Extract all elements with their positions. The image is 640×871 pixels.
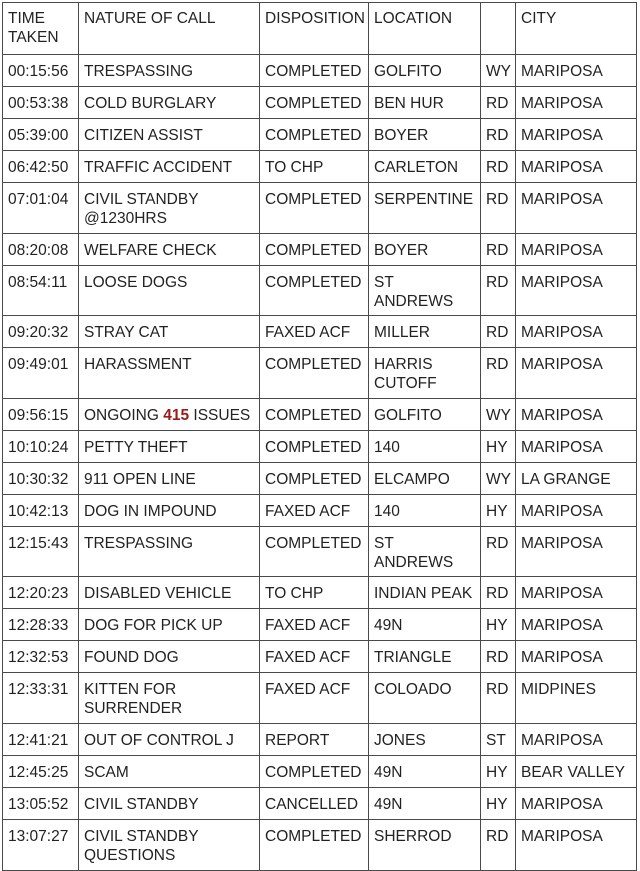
nature-cell: SCAM	[79, 756, 260, 788]
nature-cell: COLD BURGLARY	[79, 87, 260, 119]
call-log-body	[3, 55, 637, 871]
disposition-cell: COMPLETED	[260, 119, 369, 151]
nature-cell: DISABLED VEHICLE	[79, 577, 260, 609]
city-cell: MARIPOSA	[516, 55, 637, 87]
time-cell: 05:39:00	[3, 119, 79, 151]
location-cell: 140	[369, 431, 481, 463]
table-row	[3, 673, 637, 724]
table-row	[3, 151, 637, 183]
location-cell: CARLETON	[369, 151, 481, 183]
table-row	[3, 463, 637, 495]
nature-cell: TRAFFIC ACCIDENT	[79, 151, 260, 183]
suffix-cell: RD	[481, 348, 516, 399]
nature-cell: CIVIL STANDBY @1230HRS	[79, 183, 260, 234]
location-cell: TRIANGLE	[369, 641, 481, 673]
nature-cell: DOG FOR PICK UP	[79, 609, 260, 641]
disposition-cell: FAXED ACF	[260, 673, 369, 724]
table-row	[3, 55, 637, 87]
location-cell: SHERROD	[369, 820, 481, 871]
location-cell: SERPENTINE	[369, 183, 481, 234]
header-row	[3, 3, 637, 55]
city-cell: MARIPOSA	[516, 348, 637, 399]
city-cell: MARIPOSA	[516, 609, 637, 641]
nature-cell: CIVIL STANDBY	[79, 788, 260, 820]
disposition-cell: COMPLETED	[260, 399, 369, 431]
time-cell: 12:15:43	[3, 527, 79, 577]
time-cell: 10:10:24	[3, 431, 79, 463]
table-row	[3, 495, 637, 527]
nature-cell: TRESPASSING	[79, 527, 260, 577]
location-cell: ELCAMPO	[369, 463, 481, 495]
time-cell: 12:41:21	[3, 724, 79, 756]
table-row	[3, 820, 637, 871]
time-cell: 06:42:50	[3, 151, 79, 183]
disposition-cell: COMPLETED	[260, 348, 369, 399]
suffix-cell: RD	[481, 183, 516, 234]
nature-cell: LOOSE DOGS	[79, 266, 260, 316]
city-cell: MARIPOSA	[516, 577, 637, 609]
city-cell: MARIPOSA	[516, 641, 637, 673]
disposition-cell: CANCELLED	[260, 788, 369, 820]
disposition-cell: COMPLETED	[260, 463, 369, 495]
nature-cell: CITIZEN ASSIST	[79, 119, 260, 151]
suffix-cell: RD	[481, 577, 516, 609]
suffix-cell: RD	[481, 234, 516, 266]
location-cell: BOYER	[369, 119, 481, 151]
nature-text: ISSUES	[189, 407, 251, 424]
suffix-cell: HY	[481, 431, 516, 463]
location-cell: HARRIS CUTOFF	[369, 348, 481, 399]
time-cell: 12:28:33	[3, 609, 79, 641]
table-row	[3, 399, 637, 431]
nature-cell: STRAY CAT	[79, 316, 260, 348]
disposition-cell: COMPLETED	[260, 87, 369, 119]
location-cell: 49N	[369, 788, 481, 820]
time-cell: 09:56:15	[3, 399, 79, 431]
location-cell: BEN HUR	[369, 87, 481, 119]
city-cell: MARIPOSA	[516, 495, 637, 527]
location-cell: 49N	[369, 609, 481, 641]
header-disposition: DISPOSITION	[260, 3, 369, 55]
nature-cell: PETTY THEFT	[79, 431, 260, 463]
table-row	[3, 724, 637, 756]
table-row	[3, 431, 637, 463]
time-cell: 13:07:27	[3, 820, 79, 871]
location-cell: 49N	[369, 756, 481, 788]
nature-cell: DOG IN IMPOUND	[79, 495, 260, 527]
city-cell: MARIPOSA	[516, 724, 637, 756]
table-row	[3, 119, 637, 151]
time-cell: 09:20:32	[3, 316, 79, 348]
table-row	[3, 577, 637, 609]
time-cell: 00:15:56	[3, 55, 79, 87]
time-cell: 09:49:01	[3, 348, 79, 399]
city-cell: BEAR VALLEY	[516, 756, 637, 788]
time-cell: 08:20:08	[3, 234, 79, 266]
location-cell: BOYER	[369, 234, 481, 266]
time-cell: 00:53:38	[3, 87, 79, 119]
table-row	[3, 609, 637, 641]
suffix-cell: RD	[481, 316, 516, 348]
table-row	[3, 756, 637, 788]
nature-cell: WELFARE CHECK	[79, 234, 260, 266]
city-cell: MARIPOSA	[516, 266, 637, 316]
header-location: LOCATION	[369, 3, 481, 55]
disposition-cell: COMPLETED	[260, 756, 369, 788]
time-cell: 12:20:23	[3, 577, 79, 609]
disposition-cell: COMPLETED	[260, 820, 369, 871]
nature-cell: 911 OPEN LINE	[79, 463, 260, 495]
time-cell: 13:05:52	[3, 788, 79, 820]
table-row	[3, 788, 637, 820]
suffix-cell: ST	[481, 724, 516, 756]
table-row	[3, 316, 637, 348]
time-cell: 08:54:11	[3, 266, 79, 316]
time-cell: 12:32:53	[3, 641, 79, 673]
disposition-cell: FAXED ACF	[260, 641, 369, 673]
time-cell: 12:33:31	[3, 673, 79, 724]
suffix-cell: WY	[481, 55, 516, 87]
suffix-cell: RD	[481, 266, 516, 316]
city-cell: MARIPOSA	[516, 788, 637, 820]
suffix-cell: RD	[481, 87, 516, 119]
nature-cell: HARASSMENT	[79, 348, 260, 399]
nature-cell: OUT OF CONTROL J	[79, 724, 260, 756]
disposition-cell: FAXED ACF	[260, 495, 369, 527]
location-cell: MILLER	[369, 316, 481, 348]
suffix-cell: RD	[481, 119, 516, 151]
suffix-cell: HY	[481, 495, 516, 527]
location-cell: GOLFITO	[369, 399, 481, 431]
table-row	[3, 87, 637, 119]
table-row	[3, 266, 637, 316]
time-cell: 10:30:32	[3, 463, 79, 495]
header-city: CITY	[516, 3, 637, 55]
suffix-cell: RD	[481, 527, 516, 577]
location-cell: 140	[369, 495, 481, 527]
disposition-cell: TO CHP	[260, 151, 369, 183]
city-cell: MARIPOSA	[516, 234, 637, 266]
highlighted-code: 415	[163, 407, 190, 424]
disposition-cell: COMPLETED	[260, 527, 369, 577]
location-cell: JONES	[369, 724, 481, 756]
call-log-table	[2, 2, 637, 871]
nature-text: ONGOING	[84, 407, 164, 424]
disposition-cell: COMPLETED	[260, 55, 369, 87]
table-row	[3, 641, 637, 673]
location-cell: INDIAN PEAK	[369, 577, 481, 609]
suffix-cell: RD	[481, 820, 516, 871]
location-cell: COLOADO	[369, 673, 481, 724]
suffix-cell: WY	[481, 463, 516, 495]
disposition-cell: COMPLETED	[260, 266, 369, 316]
city-cell: MARIPOSA	[516, 820, 637, 871]
city-cell: MARIPOSA	[516, 316, 637, 348]
location-cell: ST ANDREWS	[369, 266, 481, 316]
suffix-cell: HY	[481, 756, 516, 788]
suffix-cell: RD	[481, 151, 516, 183]
location-cell: GOLFITO	[369, 55, 481, 87]
table-row	[3, 527, 637, 577]
header-time-taken: TIME TAKEN	[3, 3, 79, 55]
city-cell: MARIPOSA	[516, 399, 637, 431]
nature-cell	[79, 399, 260, 431]
city-cell: MARIPOSA	[516, 183, 637, 234]
suffix-cell: WY	[481, 399, 516, 431]
disposition-cell: FAXED ACF	[260, 609, 369, 641]
city-cell: LA GRANGE	[516, 463, 637, 495]
city-cell: MARIPOSA	[516, 87, 637, 119]
disposition-cell: REPORT	[260, 724, 369, 756]
header-nature-of-call: NATURE OF CALL	[79, 3, 260, 55]
disposition-cell: COMPLETED	[260, 431, 369, 463]
disposition-cell: COMPLETED	[260, 234, 369, 266]
header-suffix	[481, 3, 516, 55]
time-cell: 07:01:04	[3, 183, 79, 234]
nature-cell: CIVIL STANDBY QUESTIONS	[79, 820, 260, 871]
city-cell: MARIPOSA	[516, 119, 637, 151]
city-cell: MARIPOSA	[516, 431, 637, 463]
table-row	[3, 348, 637, 399]
disposition-cell: COMPLETED	[260, 183, 369, 234]
nature-cell: FOUND DOG	[79, 641, 260, 673]
time-cell: 10:42:13	[3, 495, 79, 527]
suffix-cell: HY	[481, 788, 516, 820]
suffix-cell: RD	[481, 673, 516, 724]
city-cell: MARIPOSA	[516, 151, 637, 183]
nature-cell: TRESPASSING	[79, 55, 260, 87]
table-row	[3, 183, 637, 234]
nature-cell: KITTEN FOR SURRENDER	[79, 673, 260, 724]
city-cell: MARIPOSA	[516, 527, 637, 577]
location-cell: ST ANDREWS	[369, 527, 481, 577]
suffix-cell: HY	[481, 609, 516, 641]
suffix-cell: RD	[481, 641, 516, 673]
disposition-cell: TO CHP	[260, 577, 369, 609]
city-cell: MIDPINES	[516, 673, 637, 724]
table-row	[3, 234, 637, 266]
time-cell: 12:45:25	[3, 756, 79, 788]
disposition-cell: FAXED ACF	[260, 316, 369, 348]
